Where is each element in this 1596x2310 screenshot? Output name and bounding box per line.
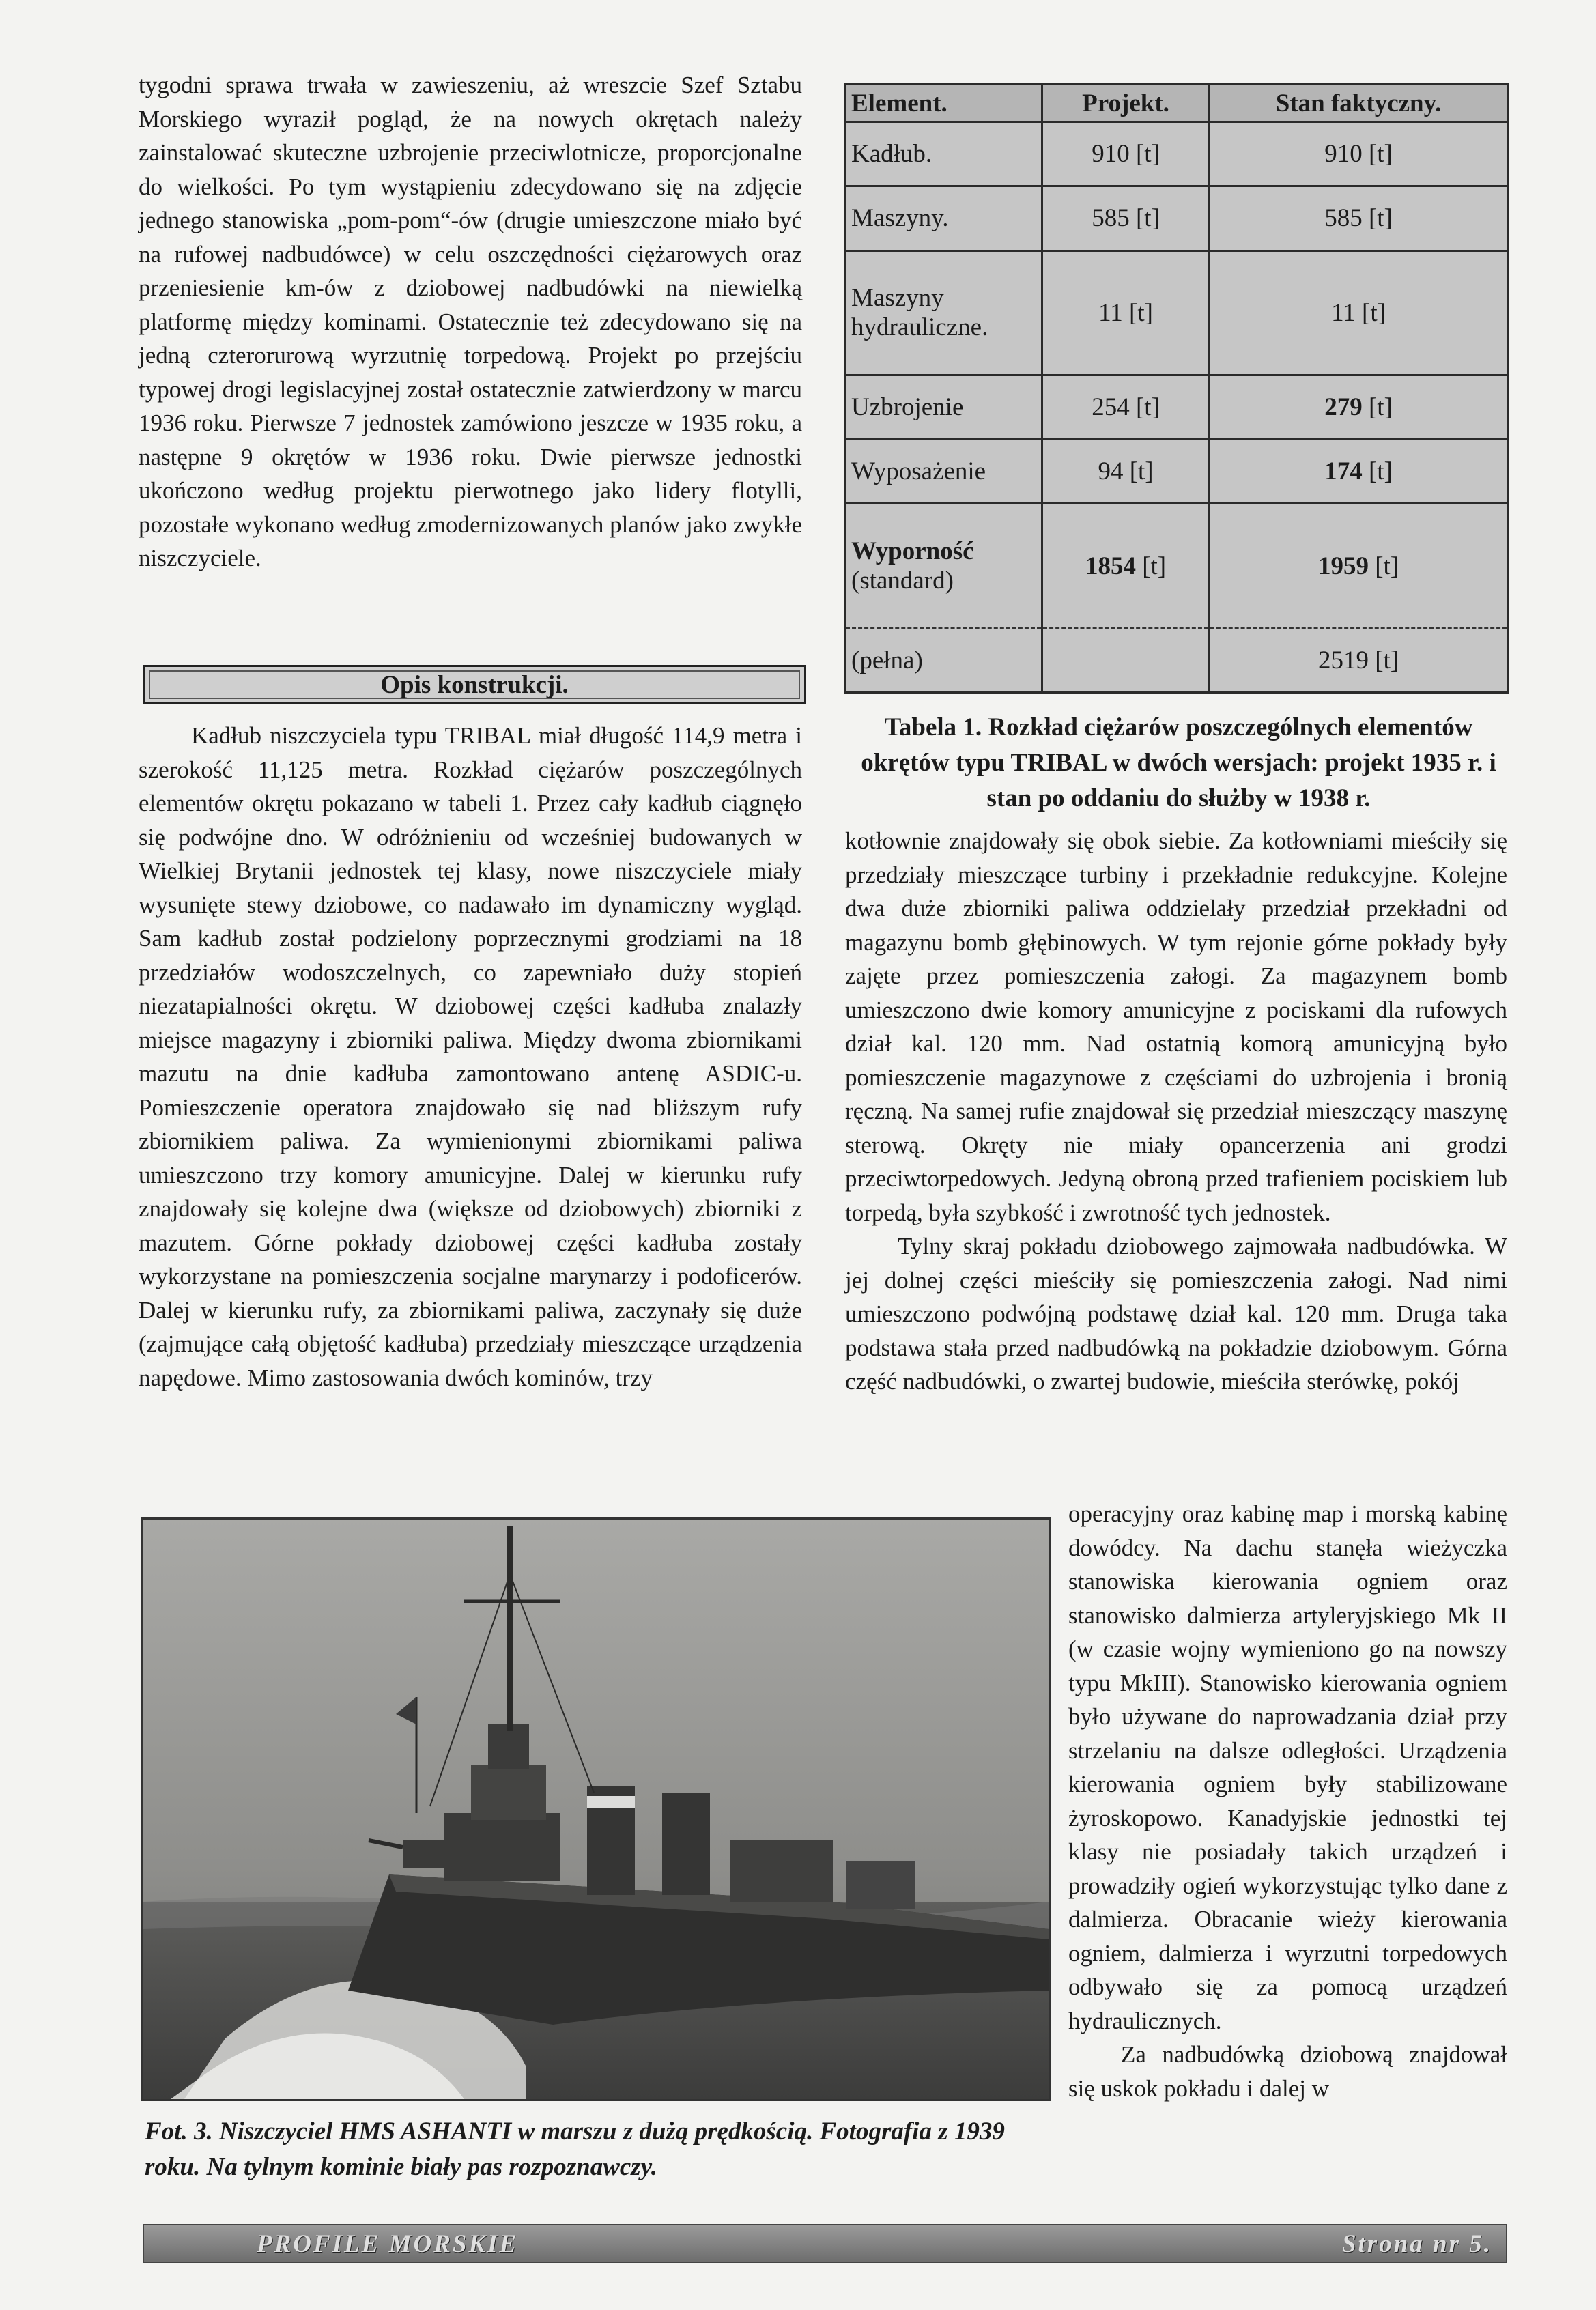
paragraph: tygodni sprawa trwała w zawieszeniu, aż wreszcie Szef Sztabu Morskiego wyraził pogląd, że na nowych okrętach należy zainstalować skuteczne uzbrojenie przeciwlotnicze, proporcjonalne do wielkości. Po tym wystąpieniu zdecydowano się na zdjęcie jednego stanowiska „pom-pom“-ów (drugie umieszczone miało być na rufowej nadbudówce) w celu oszczędności ciężarowych oraz przeniesienie km-ów z dziobowej nadbudówki na niewielką platformę między kominami. Ostatecznie też zdecydowano się na jedną czterorurową wyrzutnię torpedową. Projekt po przejściu typowej drogi legislacyjnej został ostatecznie zatwierdzony w marcu 1936 roku. Pierwsze 7 jednostek zamówiono jeszcze w 1935 roku, a następne 9 okrętów w 1936 roku. Dwie pierwsze jednostki ukończono według projektu pierwotnego jako lidery flotylli, pozostałe wykonano według zmodernizowanych planów jako zwykłe niszczyciele.	[139, 72, 802, 571]
cell-projekt-value: 1854	[1085, 552, 1136, 580]
cell-stan: 910 [t]	[1210, 122, 1508, 186]
right-column-text-1	[845, 824, 1507, 1399]
cell-stan-unit: [t]	[1368, 393, 1393, 421]
page-footer	[143, 2224, 1507, 2263]
cell-element	[845, 504, 1042, 628]
cell-projekt: 11 [t]	[1042, 251, 1210, 375]
cell-stan	[1210, 375, 1508, 439]
paragraph: Za nadbudówką dziobową znajdował się uskok pokładu i dalej w	[1068, 2041, 1507, 2102]
cell-element: (pełna)	[845, 628, 1042, 692]
section-heading-inner	[149, 670, 800, 699]
left-column-text-1	[139, 68, 802, 575]
column-header-projekt: Projekt.	[1042, 85, 1210, 122]
cell-projekt: 254 [t]	[1042, 375, 1210, 439]
paragraph: Kadłub niszczyciela typu TRIBAL miał długość 114,9 metra i szerokość 11,125 metra. Rozkład ciężarów poszczególnych elementów okrętu pokazano w tabeli 1. Przez cały kadłub ciągnęło się podwójne dno. W odróżnieniu od wcześniej budowanych w Wielkiej Brytanii jednostek tej klasy, nowe niszczyciele miały wysunięte stewy dziobowe, co nadawało im dynamiczny wygląd. Sam kadłub został podzielony poprzecznymi grodziami na 18 przedziałów wodoszczelnych, co zapewniało duży stopień niezatapialności okrętu. W dziobowej części kadłuba znalazły miejsce magazyny i zbiorniki paliwa. Między dwoma zbiornikami mazutu na dnie kadłuba zamontowano antenę ASDIC-u. Pomieszczenie operatora znajdowało się nad bliższym rufy zbiornikiem paliwa. Za wymienionymi zbiornikami paliwa umieszczono trzy komory amunicyjne. Dalej w kierunku rufy znajdowały się kolejne dwa (większe od dziobowych) zbiorniki z mazutem. Górne pokłady dziobowej części kadłuba zostały wykorzystane na pomieszczenia socjalne marynarzy i podoficerów. Dalej w kierunku rufy, za zbiornikami paliwa, zaczynały się duże (zajmujące całą objętość kadłuba) przedziały mieszczące urządzenia napędowe. Mimo zastosowania dwóch kominów, trzy	[139, 722, 802, 1391]
cell-element: Uzbrojenie	[845, 375, 1042, 439]
table-row	[845, 186, 1508, 251]
weights-table	[844, 83, 1509, 694]
cell-stan	[1210, 440, 1508, 504]
cell-stan: 11 [t]	[1210, 251, 1508, 375]
table-row	[845, 440, 1508, 504]
right-column-text-2	[1068, 1497, 1507, 2105]
column-header-element: Element.	[845, 85, 1042, 122]
cell-projekt: 94 [t]	[1042, 440, 1210, 504]
cell-element: Wyposażenie	[845, 440, 1042, 504]
destroyer-photo-image	[143, 1520, 1049, 2099]
column-header-stan: Stan faktyczny.	[1210, 85, 1508, 122]
photo-caption: Fot. 3. Niszczyciel HMS ASHANTI w marszu z dużą prędkością. Fotografia z 1939 roku. Na tylnym kominie biały pas rozpoznawczy.	[145, 2118, 1005, 2181]
cell-projekt: 585 [t]	[1042, 186, 1210, 251]
cell-element: Kadłub.	[845, 122, 1042, 186]
cell-stan: 2519 [t]	[1210, 628, 1508, 692]
table-row	[845, 375, 1508, 439]
table-caption: Tabela 1. Rozkład ciężarów poszczególnych elementów okrętów typu TRIBAL w dwóch wersjach: projekt 1935 r. i stan po oddaniu do służby w 1938 r.	[861, 713, 1496, 812]
cell-stan-value: 1959	[1317, 552, 1369, 580]
footer-page-number: Strona nr 5.	[1341, 2230, 1492, 2258]
cell-element: Maszyny hydrauliczne.	[845, 251, 1042, 375]
table-header-row	[845, 85, 1508, 122]
cell-stan-unit: [t]	[1375, 552, 1399, 580]
left-column-text-2	[139, 719, 802, 1395]
cell-stan-value: 174	[1324, 457, 1363, 486]
cell-stan: 585 [t]	[1210, 186, 1508, 251]
cell-stan-value: 279	[1324, 393, 1363, 421]
cell-projekt	[1042, 504, 1210, 628]
footer-title: PROFILE MORSKIE	[257, 2230, 519, 2258]
section-heading-box	[143, 665, 806, 704]
cell-element: Maszyny.	[845, 186, 1042, 251]
table-row	[845, 122, 1508, 186]
cell-stan-unit: [t]	[1368, 457, 1393, 486]
paragraph: kotłownie znajdowały się obok siebie. Za kotłowniami mieściły się przedziały mieszczące turbiny i przekładnie redukcyjne. Kolejne dwa duże zbiorniki paliwa oddzielały przedział przekładni od magazynu bomb głębinowych. W tym rejonie górne pokłady były zajęte przez pomieszczenia załogi. Za magazynem bomb umieszczono dwie komory amunicyjne z pociskami dla rufowych dział kal. 120 mm. Nad ostatnią komorą amunicyjną było pomieszczenie magazynowe z częściami do uzbrojenia i bronią ręczną. Na samej rufie znajdował się przedział mieszczący maszynę sterową. Okręty nie miały opancerzenia ani grodzi przeciwtorpedowych. Jedyną obroną przed trafieniem pociskiem lub torpedą, była szybkość i zwrotność tych jednostek.	[845, 827, 1507, 1226]
cell-projekt	[1042, 628, 1210, 692]
paragraph: operacyjny oraz kabinę map i morską kabinę dowódcy. Na dachu stanęła wieżyczka stanowiska kierowania ogniem oraz stanowisko dalmierza artyleryjskiego Mk II (w czasie wojny wymieniono go na nowszy typu MkIII). Stanowisko kierowania ogniem było używane do naprowadzania dział przy strzelaniu na dalsze odległości. Urządzenia kierowania ogniem były stabilizowane żyroskopowo. Kanadyjskie jednostki tej klasy nie posiadały takich urządzeń i prowadziły ogień wykorzystując tylko dane z dalmierza. Obracanie wieży kierowania ogniem, dalmierza i wyrzutni torpedowych odbywało się za pomocą urządzeń hydraulicznych.	[1068, 1500, 1507, 2034]
section-heading: Opis konstrukcji.	[380, 670, 569, 699]
paragraph: Tylny skraj pokładu dziobowego zajmowała nadbudówka. W jej dolnej części mieściły się pomieszczenia załogi. Nad nimi umieszczono podwójną podstawę dział kal. 120 mm. Druga taka podstawa stała przed nadbudówką na pokładzie dziobowym. Górna część nadbudówki, o zwartej budowie, mieściła sterówkę, pokój	[845, 1233, 1507, 1395]
cell-projekt-unit: [t]	[1142, 552, 1167, 580]
table-row	[845, 504, 1508, 628]
cell-stan	[1210, 504, 1508, 628]
destroyer-photo	[141, 1517, 1051, 2101]
cell-projekt: 910 [t]	[1042, 122, 1210, 186]
table-row	[845, 251, 1508, 375]
cell-element-title: Wyporność	[851, 537, 974, 566]
cell-element-sub: (standard)	[851, 567, 954, 595]
table-row	[845, 628, 1508, 692]
